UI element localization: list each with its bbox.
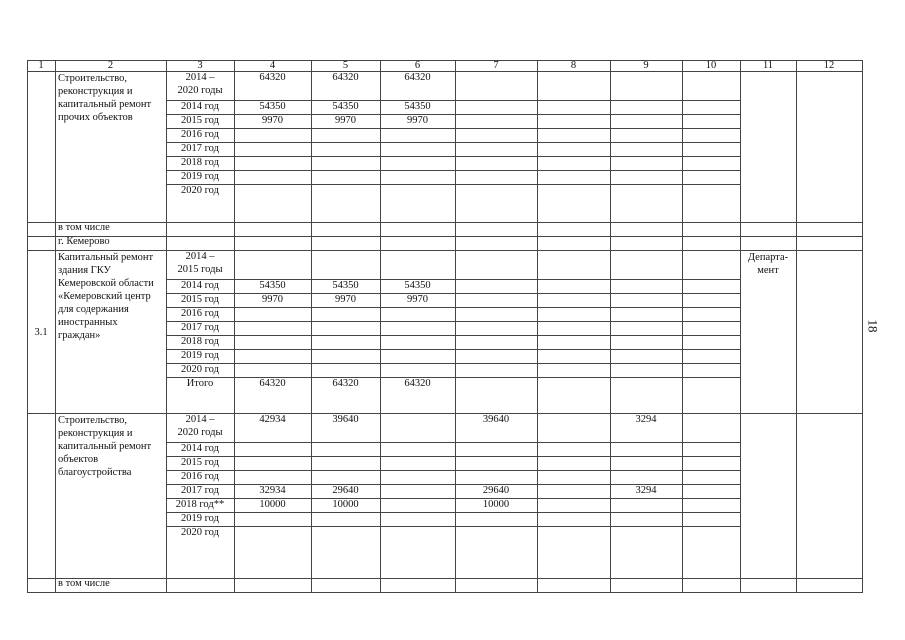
table-cell <box>740 578 797 593</box>
year-label: 2014 – 2015 годы <box>177 251 223 275</box>
header-label: 2 <box>107 60 114 71</box>
header-label: 11 <box>762 60 774 71</box>
index-cell <box>27 222 56 237</box>
executor-cell <box>740 413 797 579</box>
header-label: 9 <box>643 60 649 71</box>
table-cell <box>682 71 741 101</box>
measure-name: Строительство, реконструкция и капитальный ремонт объектов благоустройства <box>58 415 152 478</box>
amount-value: 64320 <box>332 72 359 83</box>
table-cell <box>537 321 611 336</box>
table-cell <box>610 156 683 171</box>
table-cell <box>455 456 538 471</box>
amount-value: 32934 <box>259 485 286 496</box>
year-label: 2018 год <box>181 157 219 168</box>
table-cell <box>455 156 538 171</box>
table-cell <box>682 526 741 579</box>
year-label: 2015 год <box>181 115 219 126</box>
table-cell <box>455 279 538 294</box>
year-label: 2014 год <box>181 101 219 112</box>
table-cell <box>682 184 741 223</box>
table-cell <box>234 222 312 237</box>
table-cell <box>537 170 611 185</box>
year-label: 2017 год <box>181 485 219 496</box>
year-label: 2020 год <box>181 185 219 196</box>
table-cell <box>610 363 683 378</box>
amount-value: 9970 <box>407 115 428 126</box>
table-cell <box>537 498 611 513</box>
table-cell <box>166 578 235 593</box>
table-cell <box>682 349 741 364</box>
table-cell <box>796 236 863 251</box>
table-cell <box>234 250 312 280</box>
header-label: 10 <box>705 60 717 71</box>
table-cell <box>455 470 538 485</box>
table-cell <box>537 142 611 157</box>
table-cell <box>610 71 683 101</box>
table-cell <box>537 100 611 115</box>
amount-value: 9970 <box>262 294 283 305</box>
amount-value: 64320 <box>404 72 431 83</box>
table-cell <box>455 307 538 322</box>
year-label: 2016 год <box>181 471 219 482</box>
table-cell <box>682 456 741 471</box>
table-cell <box>682 377 741 414</box>
table-cell <box>380 578 456 593</box>
table-cell <box>682 236 741 251</box>
amount-value: 64320 <box>259 72 286 83</box>
year-label: 2020 год <box>181 527 219 538</box>
table-cell <box>455 335 538 350</box>
table-cell <box>682 307 741 322</box>
result-cell <box>796 250 863 414</box>
table-cell <box>455 128 538 143</box>
table-cell <box>610 442 683 457</box>
table-cell <box>234 307 312 322</box>
table-cell <box>682 156 741 171</box>
table-cell <box>311 335 381 350</box>
table-cell <box>537 293 611 308</box>
table-cell <box>380 184 456 223</box>
table-cell <box>380 142 456 157</box>
result-cell <box>796 413 863 579</box>
table-cell <box>234 470 312 485</box>
table-cell <box>380 222 456 237</box>
year-label: 2014 год <box>181 280 219 291</box>
table-cell <box>380 442 456 457</box>
amount-value: 10000 <box>259 499 286 510</box>
amount-value: 64320 <box>404 378 431 389</box>
amount-value: 39640 <box>332 414 359 425</box>
table-cell <box>234 156 312 171</box>
table-cell <box>311 170 381 185</box>
table-cell <box>380 236 456 251</box>
amount-value: 64320 <box>332 378 359 389</box>
table-cell <box>537 222 611 237</box>
table-cell <box>610 100 683 115</box>
table-cell <box>234 142 312 157</box>
year-label: 2014 – 2020 годы <box>177 414 223 438</box>
table-cell <box>455 512 538 527</box>
table-cell <box>682 293 741 308</box>
table-cell <box>311 442 381 457</box>
table-cell <box>234 184 312 223</box>
table-cell <box>610 349 683 364</box>
amount-value: 9970 <box>335 115 356 126</box>
page-number: 18 <box>865 319 881 333</box>
table-cell <box>234 321 312 336</box>
table-cell <box>537 279 611 294</box>
table-cell <box>380 349 456 364</box>
amount-value: 64320 <box>259 378 286 389</box>
table-cell <box>537 442 611 457</box>
table-cell <box>682 470 741 485</box>
measure-name: Капитальный ремонт здания ГКУ Кемеровской области «Кемеровский центр для содержания иностранных граждан» <box>58 252 154 341</box>
table-cell <box>311 307 381 322</box>
table-cell <box>537 470 611 485</box>
table-cell <box>537 512 611 527</box>
header-label: 4 <box>269 60 276 71</box>
table-cell <box>682 250 741 280</box>
executor-name: Департа- мент <box>747 252 789 276</box>
amount-value: 54350 <box>259 101 286 112</box>
amount-value: 29640 <box>482 485 510 496</box>
table-cell <box>537 236 611 251</box>
table-cell <box>682 363 741 378</box>
table-cell <box>610 222 683 237</box>
table-cell <box>682 442 741 457</box>
table-cell <box>682 142 741 157</box>
table-cell <box>455 142 538 157</box>
table-cell <box>610 293 683 308</box>
table-cell <box>682 498 741 513</box>
table-cell <box>166 222 235 237</box>
table-cell <box>682 512 741 527</box>
table-cell <box>311 470 381 485</box>
amount-value: 54350 <box>332 101 359 112</box>
index-cell <box>27 71 56 223</box>
result-cell <box>796 71 863 223</box>
table-cell <box>311 222 381 237</box>
measure-name: Строительство, реконструкция и капитальный ремонт прочих объектов <box>58 73 152 123</box>
year-label: 2015 год <box>181 294 219 305</box>
amount-value: 54350 <box>332 280 359 291</box>
table-cell <box>455 377 538 414</box>
table-cell <box>796 578 863 593</box>
table-cell <box>537 128 611 143</box>
year-label: 2014 год <box>181 443 219 454</box>
table-cell <box>234 363 312 378</box>
table-cell <box>380 321 456 336</box>
table-cell <box>380 170 456 185</box>
table-cell <box>610 279 683 294</box>
table-cell <box>380 307 456 322</box>
table-cell <box>610 321 683 336</box>
amount-value: 3294 <box>635 485 657 496</box>
table-cell <box>537 578 611 593</box>
table-cell <box>610 250 683 280</box>
executor-cell <box>740 71 797 223</box>
header-label: 6 <box>414 60 421 71</box>
table-cell <box>311 156 381 171</box>
table-cell <box>455 100 538 115</box>
table-cell <box>537 250 611 280</box>
table-cell <box>455 222 538 237</box>
amount-value: 54350 <box>259 280 286 291</box>
table-cell <box>380 456 456 471</box>
year-label: 2019 год <box>181 171 219 182</box>
table-cell <box>610 128 683 143</box>
index-cell <box>27 236 56 251</box>
table-cell <box>311 526 381 579</box>
table-cell <box>380 250 456 280</box>
table-cell <box>682 128 741 143</box>
table-cell <box>455 349 538 364</box>
header-label: 7 <box>493 60 499 71</box>
header-label: 5 <box>342 60 349 71</box>
table-cell <box>234 526 312 579</box>
table-cell <box>537 363 611 378</box>
header-label: 12 <box>823 60 835 71</box>
table-cell <box>740 236 797 251</box>
table-cell <box>311 512 381 527</box>
year-label: 2018 год <box>181 336 219 347</box>
table-cell <box>610 114 683 129</box>
table-cell <box>455 321 538 336</box>
year-label: 2016 год <box>181 308 219 319</box>
table-cell <box>455 114 538 129</box>
table-cell <box>682 321 741 336</box>
table-cell <box>682 114 741 129</box>
year-label: 2020 год <box>181 364 219 375</box>
table-cell <box>455 236 538 251</box>
table-cell <box>537 114 611 129</box>
amount-value: 29640 <box>332 485 359 496</box>
index-cell <box>27 413 56 579</box>
table-cell <box>380 156 456 171</box>
table-cell <box>537 526 611 579</box>
table-cell <box>682 170 741 185</box>
table-cell <box>537 335 611 350</box>
table-cell <box>682 100 741 115</box>
table-cell <box>234 170 312 185</box>
table-cell <box>455 184 538 223</box>
table-cell <box>610 335 683 350</box>
table-cell <box>537 377 611 414</box>
year-label: 2019 год <box>181 350 219 361</box>
amount-value: 54350 <box>404 280 431 291</box>
table-cell <box>311 142 381 157</box>
row-label: г. Кемерово <box>58 236 110 247</box>
table-cell <box>682 279 741 294</box>
year-label: Итого <box>186 378 214 389</box>
table-cell <box>234 236 312 251</box>
table-cell <box>610 526 683 579</box>
table-cell <box>610 512 683 527</box>
table-cell <box>682 413 741 443</box>
amount-value: 54350 <box>404 101 431 112</box>
table-cell <box>234 128 312 143</box>
table-cell <box>380 470 456 485</box>
table-cell <box>537 413 611 443</box>
table-cell <box>380 128 456 143</box>
year-label: 2014 – 2020 годы <box>177 72 223 96</box>
table-cell <box>537 307 611 322</box>
row-label: в том числе <box>58 578 110 589</box>
amount-value: 10000 <box>482 499 510 510</box>
year-label: 2016 год <box>181 129 219 140</box>
amount-value: 10000 <box>332 499 359 510</box>
table-cell <box>537 184 611 223</box>
table-cell <box>610 236 683 251</box>
table-cell <box>380 498 456 513</box>
year-label: 2015 год <box>181 457 219 468</box>
table-cell <box>311 128 381 143</box>
amount-value: 9970 <box>335 294 356 305</box>
table-cell <box>380 512 456 527</box>
table-cell <box>234 335 312 350</box>
table-cell <box>682 222 741 237</box>
header-label: 8 <box>570 60 577 71</box>
table-cell <box>380 413 456 443</box>
table-cell <box>311 184 381 223</box>
table-cell <box>740 222 797 237</box>
table-cell <box>234 578 312 593</box>
table-cell <box>537 71 611 101</box>
amount-value: 9970 <box>262 115 283 126</box>
table-cell <box>380 335 456 350</box>
table-cell <box>234 456 312 471</box>
table-cell <box>455 250 538 280</box>
table-cell <box>682 335 741 350</box>
table-cell <box>455 442 538 457</box>
table-cell <box>311 250 381 280</box>
table-cell <box>234 442 312 457</box>
table-cell <box>455 578 538 593</box>
table-cell <box>311 363 381 378</box>
table-cell <box>166 236 235 251</box>
table-cell <box>610 377 683 414</box>
table-cell <box>610 578 683 593</box>
table-cell <box>610 307 683 322</box>
table-cell <box>455 170 538 185</box>
table-cell <box>234 349 312 364</box>
table-cell <box>380 526 456 579</box>
table-cell <box>311 349 381 364</box>
table-cell <box>610 470 683 485</box>
year-label: 2019 год <box>181 513 219 524</box>
header-label: 1 <box>38 60 44 71</box>
table-cell <box>311 456 381 471</box>
table-cell <box>537 156 611 171</box>
table-cell <box>537 484 611 499</box>
table-cell <box>610 170 683 185</box>
amount-value: 42934 <box>259 414 286 425</box>
index-cell <box>27 578 56 593</box>
table-cell <box>610 498 683 513</box>
measure-index: 3.1 <box>34 327 48 338</box>
amount-value: 39640 <box>482 414 510 425</box>
table-cell <box>537 456 611 471</box>
table-cell <box>455 526 538 579</box>
year-label: 2017 год <box>181 322 219 333</box>
year-label: 2017 год <box>181 143 219 154</box>
amount-value: 9970 <box>407 294 428 305</box>
table-cell <box>380 363 456 378</box>
table-cell <box>682 578 741 593</box>
table-cell <box>311 321 381 336</box>
table-cell <box>311 236 381 251</box>
table-cell <box>311 578 381 593</box>
table-cell <box>455 363 538 378</box>
header-label: 3 <box>197 60 203 71</box>
table-cell <box>796 222 863 237</box>
table-cell <box>455 71 538 101</box>
table-cell <box>610 142 683 157</box>
table-cell <box>682 484 741 499</box>
year-label: 2018 год** <box>175 499 225 510</box>
table-cell <box>455 293 538 308</box>
amount-value: 3294 <box>635 414 657 425</box>
row-label: в том числе <box>58 222 110 233</box>
table-cell <box>380 484 456 499</box>
table-cell <box>610 184 683 223</box>
table-cell <box>610 456 683 471</box>
table-cell <box>234 512 312 527</box>
table-cell <box>537 349 611 364</box>
